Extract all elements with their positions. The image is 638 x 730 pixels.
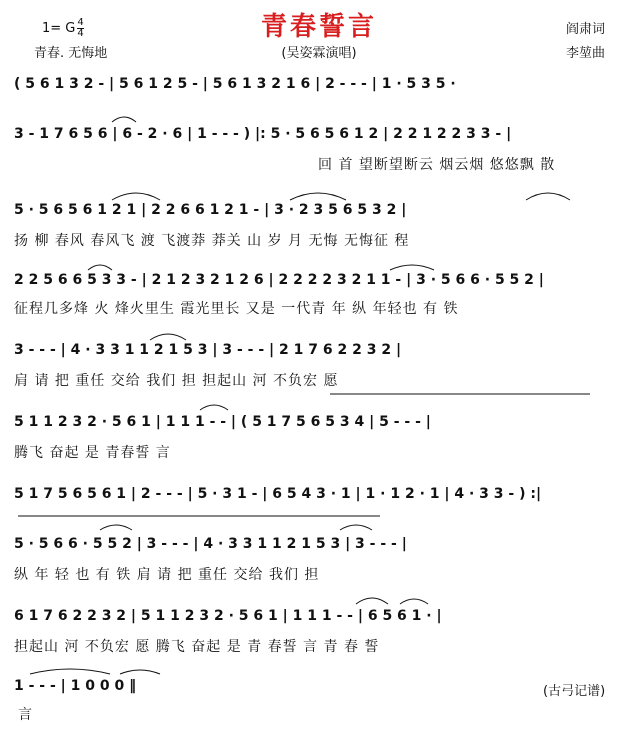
lyrics-line-9: 担起山 河 不负宏 愿 腾飞 奋起 是 青 春誓 言 青 春 誓 [14,639,380,655]
slur-mark [526,193,570,200]
notation-line-2: 3 - 1 7 6 5 6 | 6 - 2 · 6 | 1 - - - ) |: 5 · 5 6 5 6 1 2 | 2 2 1 2 2 3 3 - | [14,126,512,142]
notation-line-8: 5 · 5 6 6 · 5 5 2 | 3 - - - | 4 · 3 3 1 1 2 1 5 3 | 3 - - - | [14,536,407,552]
slur-mark [200,405,228,410]
song-title: 青春誓言 [260,12,377,42]
time-top: 4 [77,17,84,28]
slur-mark [390,265,434,270]
lyrics-line-8: 纵 年 轻 也 有 铁 肩 请 把 重任 交给 我们 担 [14,567,320,583]
slur-mark [100,525,132,530]
slur-mark [112,193,160,200]
slur-mark [88,265,112,270]
slur-mark [356,598,388,604]
slur-mark [290,193,346,200]
notation-line-10: 1 - - - | 1 0 0 0 ‖ [14,678,137,694]
lyrics-line-4: 征程几多烽 火 烽火里生 霞光里长 又是 一代青 年 纵 年轻也 有 铁 [14,301,459,317]
time-bottom: 4 [77,28,84,39]
tempo-mood: 青春. 无悔地 [34,46,108,61]
notation-line-1: ( 5 6 1 3 2 - | 5 6 1 2 5 - | 5 6 1 3 2 1 6 | 2 - - - | 1 · 5 3 5 · [14,76,456,92]
composer-credit: 李堃曲 [566,46,606,61]
slur-mark [340,525,372,530]
slur-mark [150,334,186,340]
singer-credit: (吴姿霖演唱) [281,46,357,61]
transcriber-credit: (古弓记谱) [543,684,606,699]
notation-line-5: 3 - - - | 4 · 3 3 1 1 2 1 5 3 | 3 - - - | 2 1 7 6 2 2 3 2 | [14,342,402,358]
slur-mark [400,599,428,604]
lyrics-line-6: 腾飞 奋起 是 青春誓 言 [14,445,171,461]
lyrics-line-10: 言 [18,707,33,723]
lyrics-line-3: 扬 柳 春风 春风飞 渡 飞渡莽 莽关 山 岁 月 无悔 无悔征 程 [14,233,410,249]
lyricist-credit: 阎肃词 [566,22,606,37]
slur-mark [112,117,136,122]
slur-mark [120,670,160,674]
key-label: 1= G [42,21,76,36]
lyrics-line-5: 肩 请 把 重任 交给 我们 担 担起山 河 不负宏 愿 [14,373,339,389]
notation-line-9: 6 1 7 6 2 2 3 2 | 5 1 1 2 3 2 · 5 6 1 | 1 1 1 - - | 6 5 6 1 · | [14,608,442,624]
slur-mark [30,669,110,674]
notation-line-7: 5 1 7 5 6 5 6 1 | 2 - - - | 5 · 3 1 - | 6 5 4 3 · 1 | 1 · 1 2 · 1 | 4 · 3 3 - ) :| [14,486,542,502]
notation-line-3: 5 · 5 6 5 6 1 2 1 | 2 2 6 6 1 2 1 - | 3 · 2 3 5 6 5 3 2 | [14,202,407,218]
lyrics-line-2: 回 首 望断望断云 烟云烟 悠悠飘 散 [318,157,556,173]
notation-line-6: 5 1 1 2 3 2 · 5 6 1 | 1 1 1 - - | ( 5 1 7 5 6 5 3 4 | 5 - - - | [14,414,431,430]
notation-line-4: 2 2 5 6 6 5 3 3 - | 2 1 2 3 2 1 2 6 | 2 2 2 2 3 2 1 1 - | 3 · 5 6 6 · 5 5 2 | [14,272,544,288]
